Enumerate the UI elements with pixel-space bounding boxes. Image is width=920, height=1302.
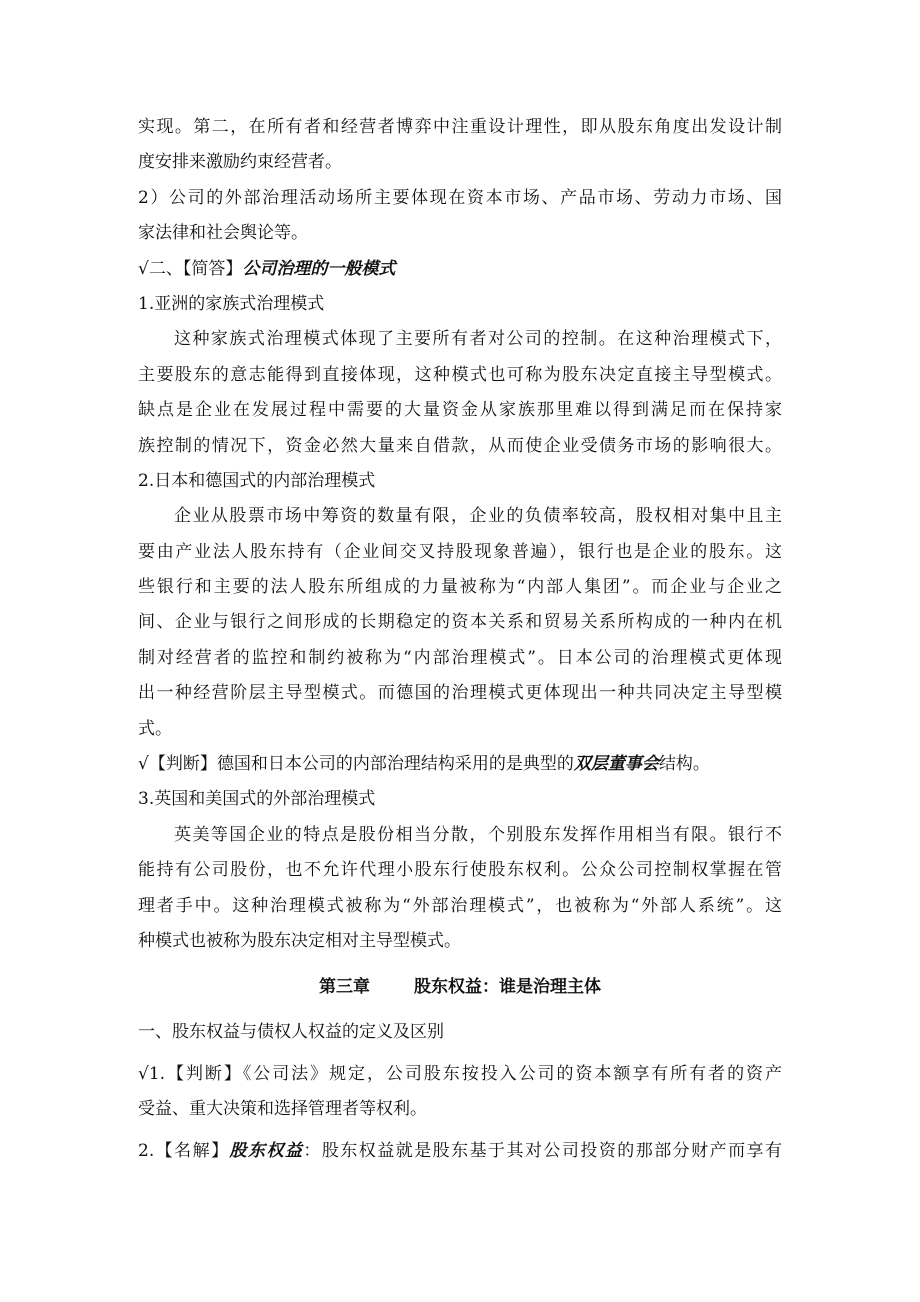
paragraph-line: 受益、重大决策和选择管理者等权利。 [138,1099,427,1120]
definition-prefix: 2.【名解】 [138,1140,230,1161]
definition-text: ：股东权益就是股东基于其对公司投资的那部分财产而享有 [303,1140,782,1161]
paragraph-line: 家法律和社会舆论等。 [138,223,308,244]
heading-prefix: √二、【简答】 [138,258,243,279]
note-text: 结构。 [658,754,710,775]
paragraph-line: 族控制的情况下，资金必然大量来自借款，从而使企业受债务市场的影响很大。 [138,435,782,456]
paragraph-line: 制对经营者的监控和制约被称为“内部治理模式”。日本公司的治理模式更体现 [138,647,782,668]
heading-emphasis: 公司治理的一般模式 [242,258,396,279]
paragraph-line: 能持有公司股份，也不允许代理小股东行使股东权利。公众公司控制权掌握在管 [138,860,782,881]
chapter-title: 股东权益：谁是治理主体 [414,976,601,997]
note-emphasis: 双层董事会 [573,754,659,775]
paragraph-line: 间、企业与银行之间形成的长期稳定的资本关系和贸易关系所构成的一种内在机 [138,612,782,633]
paragraph-line: 出一种经营阶层主导型模式。而德国的治理模式更体现出一种共同决定主导型模 [138,683,782,704]
paragraph-line: 英美等国企业的特点是股份相当分散，个别股东发挥作用相当有限。银行不 [174,824,782,845]
document-page [138,110,782,1169]
paragraph-line: 2）公司的外部治理活动场所主要体现在资本市场、产品市场、劳动力市场、国 [138,187,782,208]
paragraph-line: 这种家族式治理模式体现了主要所有者对公司的控制。在这种治理模式下， [174,329,782,350]
section-heading-equity-definitions: 一、股东权益与债权人权益的定义及区别 [138,1022,444,1043]
paragraph-line: 企业从股票市场中筹资的数量有限，企业的负债率较高，股权相对集中且主 [174,506,782,527]
paragraph-line: √1.【判断】《公司法》规定，公司股东按投入公司的资本额享有所有者的资产 [138,1063,782,1084]
paragraph-line: 种模式也被称为股东决定相对主导型模式。 [138,930,461,951]
paragraph-line: 式。 [138,718,172,739]
subheading-asian-family-mode: 1.亚洲的家族式治理模式 [138,293,325,314]
paragraph-line: 缺点是企业在发展过程中需要的大量资金从家族那里难以得到满足而在保持家 [138,400,782,421]
chapter-number: 第三章 [319,976,370,997]
section-heading-general-modes [138,252,782,287]
paragraph-line: 实现。第二，在所有者和经营者博弈中注重设计理性，即从股东角度出发设计制 [138,117,782,137]
paragraph-line: 要由产业法人股东持有（企业间交叉持股现象普遍），银行也是企业的股东。这 [138,541,782,562]
paragraph-line: 理者手中。这种治理模式被称为“外部治理模式”，也被称为“外部人系统”。这 [138,895,782,916]
judgement-note-dual-board [138,747,782,782]
paragraph-line: 些银行和主要的法人股东所组成的力量被称为“内部人集团”。而企业与企业之 [138,577,782,598]
chapter-heading [138,959,782,1015]
definition-term: 股东权益 [229,1140,304,1161]
paragraph-line: 度安排来激励约束经营者。 [138,152,342,173]
subheading-japan-germany-mode: 2.日本和德国式的内部治理模式 [138,470,376,491]
note-text: √【判断】德国和日本公司的内部治理结构采用的是典型的 [138,754,574,775]
subheading-uk-us-mode: 3.英国和美国式的外部治理模式 [138,789,376,810]
definition-line [138,1134,782,1169]
paragraph-line: 主要股东的意志能得到直接体现，这种模式也可称为股东决定直接主导型模式。 [138,364,782,385]
